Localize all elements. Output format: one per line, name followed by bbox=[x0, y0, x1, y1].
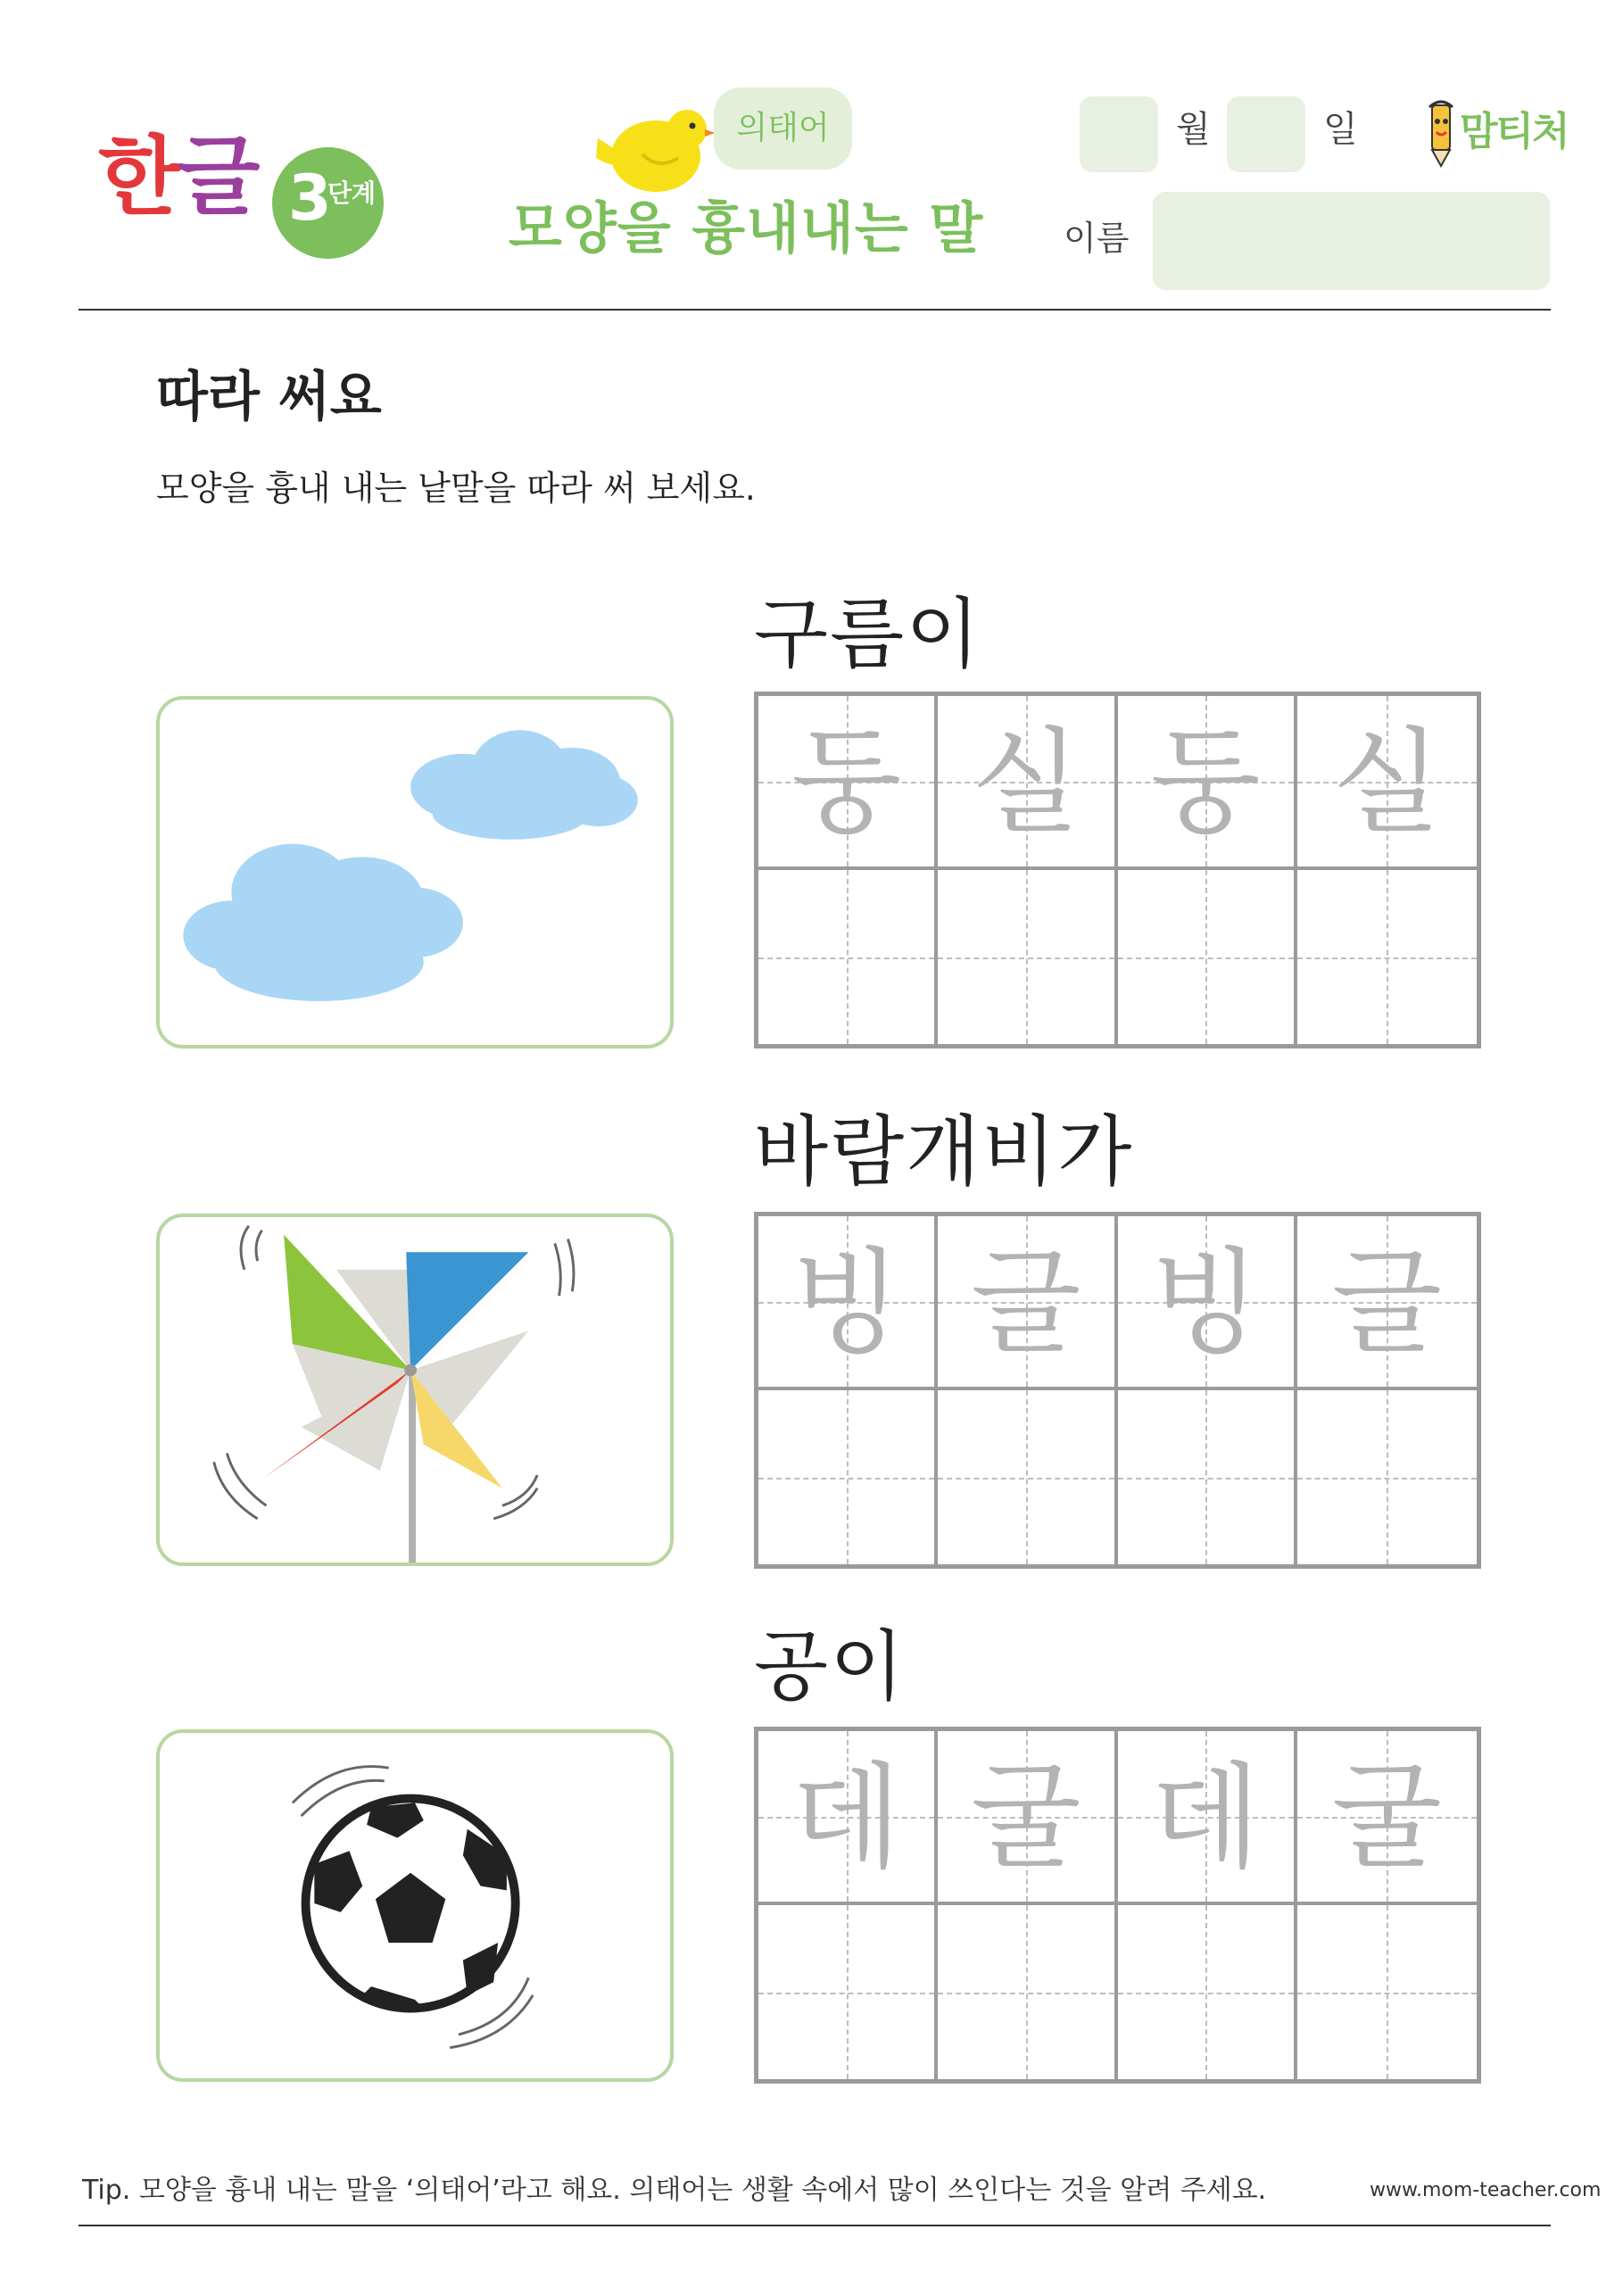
trace-cell[interactable] bbox=[1297, 1731, 1477, 1905]
trace-char: 실 bbox=[971, 717, 1081, 850]
website-url: www.mom-teacher.com bbox=[1370, 2179, 1602, 2201]
level-word: 단계 bbox=[327, 178, 377, 208]
trace-cell[interactable] bbox=[938, 696, 1117, 870]
bird-icon bbox=[589, 103, 714, 201]
category-tag: 의태어 bbox=[714, 87, 852, 170]
subject-text: 구름이 bbox=[754, 590, 982, 679]
month-field[interactable] bbox=[1080, 96, 1158, 172]
pinwheel-illustration bbox=[156, 1214, 674, 1566]
trace-cell[interactable] bbox=[1297, 696, 1477, 870]
writing-cell[interactable] bbox=[1118, 1390, 1297, 1564]
trace-char: 둥 bbox=[791, 717, 902, 850]
month-label: 월 bbox=[1176, 109, 1211, 150]
trace-char: 굴 bbox=[1331, 1752, 1443, 1885]
trace-char: 빙 bbox=[791, 1237, 902, 1370]
trace-cell[interactable] bbox=[1118, 1731, 1297, 1905]
trace-char: 데 bbox=[791, 1752, 902, 1885]
trace-cell[interactable] bbox=[938, 1216, 1117, 1390]
trace-cell[interactable] bbox=[1118, 696, 1297, 870]
writing-cell[interactable] bbox=[1118, 870, 1297, 1044]
writing-cell[interactable] bbox=[938, 870, 1117, 1044]
logo-char-han: 한 bbox=[98, 127, 178, 227]
day-label: 일 bbox=[1323, 109, 1358, 150]
subject-text: 공이 bbox=[754, 1622, 907, 1712]
logo-char-geul: 글 bbox=[177, 127, 257, 227]
footer-divider bbox=[79, 2225, 1551, 2226]
trace-cell[interactable] bbox=[758, 1731, 938, 1905]
tracing-grid[interactable] bbox=[754, 1212, 1481, 1569]
trace-cell[interactable] bbox=[938, 1731, 1117, 1905]
trace-char: 빙 bbox=[1150, 1237, 1261, 1370]
writing-cell[interactable] bbox=[758, 870, 938, 1044]
writing-cell[interactable] bbox=[758, 1905, 938, 2079]
brand-logo bbox=[1419, 96, 1597, 168]
writing-cell[interactable] bbox=[938, 1390, 1117, 1564]
soccer-ball-illustration bbox=[156, 1729, 674, 2082]
trace-cell[interactable] bbox=[758, 696, 938, 870]
writing-cell[interactable] bbox=[1297, 1390, 1477, 1564]
header-divider bbox=[79, 309, 1551, 311]
clouds-illustration bbox=[156, 696, 674, 1049]
tip-text: Tip. 모양을 흉내 내는 말을 ‘의태어’라고 해요. 의태어는 생활 속에서 많이 쓰인다는 것을 알려 주세요. bbox=[82, 2175, 1267, 2206]
logo-hangeul bbox=[98, 127, 257, 227]
trace-cell[interactable] bbox=[1118, 1216, 1297, 1390]
tracing-grid[interactable] bbox=[754, 1727, 1481, 2084]
writing-cell[interactable] bbox=[758, 1390, 938, 1564]
trace-char: 굴 bbox=[971, 1752, 1081, 1885]
writing-cell[interactable] bbox=[1118, 1905, 1297, 2079]
tracing-grid[interactable] bbox=[754, 692, 1481, 1049]
name-label: 이름 bbox=[1064, 219, 1130, 258]
trace-char: 데 bbox=[1150, 1752, 1261, 1885]
trace-cell[interactable] bbox=[758, 1216, 938, 1390]
day-field[interactable] bbox=[1227, 96, 1305, 172]
trace-char: 실 bbox=[1331, 717, 1443, 850]
trace-char: 둥 bbox=[1150, 717, 1261, 850]
page-title: 모양을 흉내내는 말 bbox=[509, 195, 984, 261]
trace-char: 글 bbox=[971, 1237, 1081, 1370]
brand-text: 맘티처 bbox=[1460, 109, 1569, 154]
writing-cell[interactable] bbox=[938, 1905, 1117, 2079]
level-badge bbox=[272, 147, 384, 259]
instruction-text: 모양을 흉내 내는 낱말을 따라 써 보세요. bbox=[156, 468, 756, 508]
name-field[interactable] bbox=[1153, 192, 1550, 290]
level-number: 3 bbox=[288, 162, 332, 235]
writing-cell[interactable] bbox=[1297, 870, 1477, 1044]
trace-cell[interactable] bbox=[1297, 1216, 1477, 1390]
subject-text: 바람개비가 bbox=[754, 1107, 1134, 1197]
writing-cell[interactable] bbox=[1297, 1905, 1477, 2079]
trace-char: 글 bbox=[1331, 1237, 1443, 1370]
section-title: 따라 써요 bbox=[156, 366, 382, 428]
